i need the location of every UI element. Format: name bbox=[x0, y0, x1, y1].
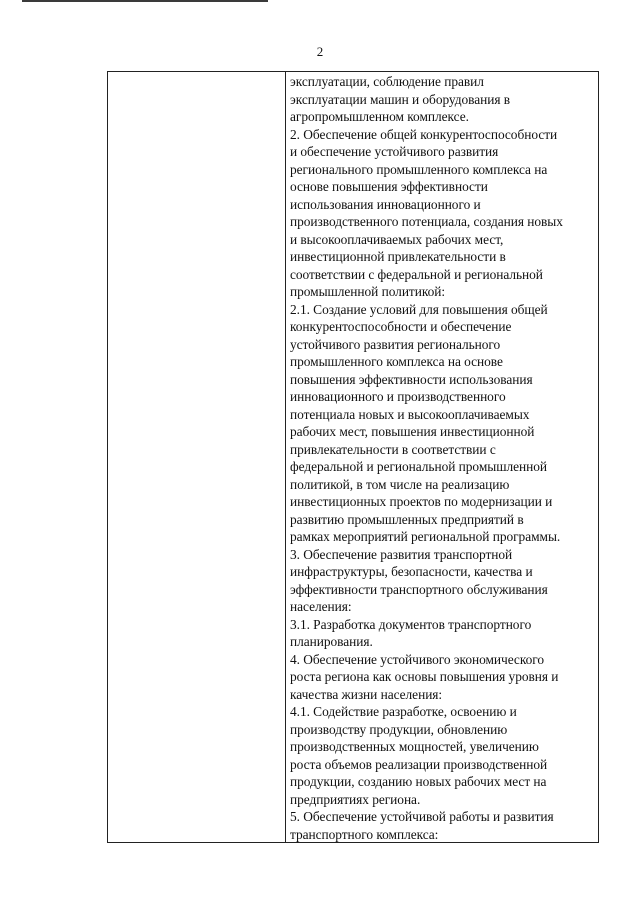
text-line: продукции, созданию новых рабочих мест на bbox=[290, 774, 547, 789]
text-line: инфраструктуры, безопасности, качества и bbox=[290, 564, 533, 579]
text-line: и обеспечение устойчивого развития bbox=[290, 144, 499, 159]
text-line: 5. Обеспечение устойчивой работы и развития bbox=[290, 809, 554, 824]
text-line: 3.1. Разработка документов транспортного bbox=[290, 616, 532, 632]
text-line: производственного потенциала, создания новых bbox=[290, 214, 563, 229]
text-line: агропромышленном комплексе. bbox=[290, 109, 469, 124]
text-line: использования инновационного и bbox=[290, 196, 481, 212]
text-line: 2.1. Создание условий для повышения общей bbox=[290, 301, 548, 317]
text-line: регионального промышленного комплекса на bbox=[290, 161, 548, 177]
text-line: инвестиционных проектов по модернизации и bbox=[290, 494, 553, 509]
text-line: политикой, в том числе на реализацию bbox=[290, 476, 510, 492]
text-line: федеральной и региональной промышленной bbox=[290, 459, 547, 474]
text-line: качества жизни населения: bbox=[290, 686, 443, 702]
top-edge-rule bbox=[22, 0, 268, 2]
text-line: 4.1. Содействие разработке, освоению и bbox=[290, 704, 517, 719]
document-table bbox=[107, 71, 599, 843]
text-line: населения: bbox=[290, 599, 352, 614]
text-line: инвестиционной привлекательности в bbox=[290, 249, 506, 264]
text-line: 2. Обеспечение общей конкурентоспособности bbox=[290, 126, 558, 142]
table-right-cell bbox=[290, 73, 596, 843]
text-line: предприятиях региона. bbox=[290, 791, 421, 807]
text-line: устойчивого развития регионального bbox=[290, 336, 501, 352]
text-line: производственных мощностей, увеличению bbox=[290, 739, 539, 754]
text-line: производству продукции, обновлению bbox=[290, 721, 508, 737]
text-line: промышленной политикой: bbox=[290, 284, 446, 299]
text-line: роста объемов реализации производственной bbox=[290, 756, 548, 772]
text-line: привлекательности в соответствии с bbox=[290, 441, 496, 457]
text-line: развитию промышленных предприятий в bbox=[290, 511, 524, 527]
page-number: 2 bbox=[316, 44, 324, 59]
column-divider bbox=[285, 72, 286, 842]
text-line: эффективности транспортного обслуживания bbox=[290, 581, 548, 597]
text-line: рамках мероприятий региональной программы. bbox=[290, 529, 561, 544]
text-line: инновационного и производственного bbox=[290, 389, 506, 404]
text-line: и высокооплачиваемых рабочих мест, bbox=[290, 231, 504, 247]
text-line: потенциала новых и высокооплачиваемых bbox=[290, 406, 530, 422]
text-line: транспортного комплекса: bbox=[290, 826, 439, 842]
text-line: планирования. bbox=[290, 634, 373, 649]
text-line: роста региона как основы повышения уровня и bbox=[290, 669, 559, 684]
text-line: конкурентоспособности и обеспечение bbox=[290, 319, 512, 334]
text-line: повышения эффективности использования bbox=[290, 371, 533, 387]
text-line: рабочих мест, повышения инвестиционной bbox=[290, 424, 535, 439]
text-line: соответствии с федеральной и региональной bbox=[290, 266, 543, 282]
text-line: промышленного комплекса на основе bbox=[290, 354, 503, 369]
text-line: 4. Обеспечение устойчивого экономического bbox=[290, 651, 544, 667]
text-line: 3. Обеспечение развития транспортной bbox=[290, 546, 513, 562]
text-line: основе повышения эффективности bbox=[290, 179, 488, 194]
text-line: эксплуатации машин и оборудования в bbox=[290, 91, 511, 107]
text-line: эксплуатации, соблюдение правил bbox=[290, 74, 484, 89]
table-left-cell bbox=[108, 72, 285, 842]
